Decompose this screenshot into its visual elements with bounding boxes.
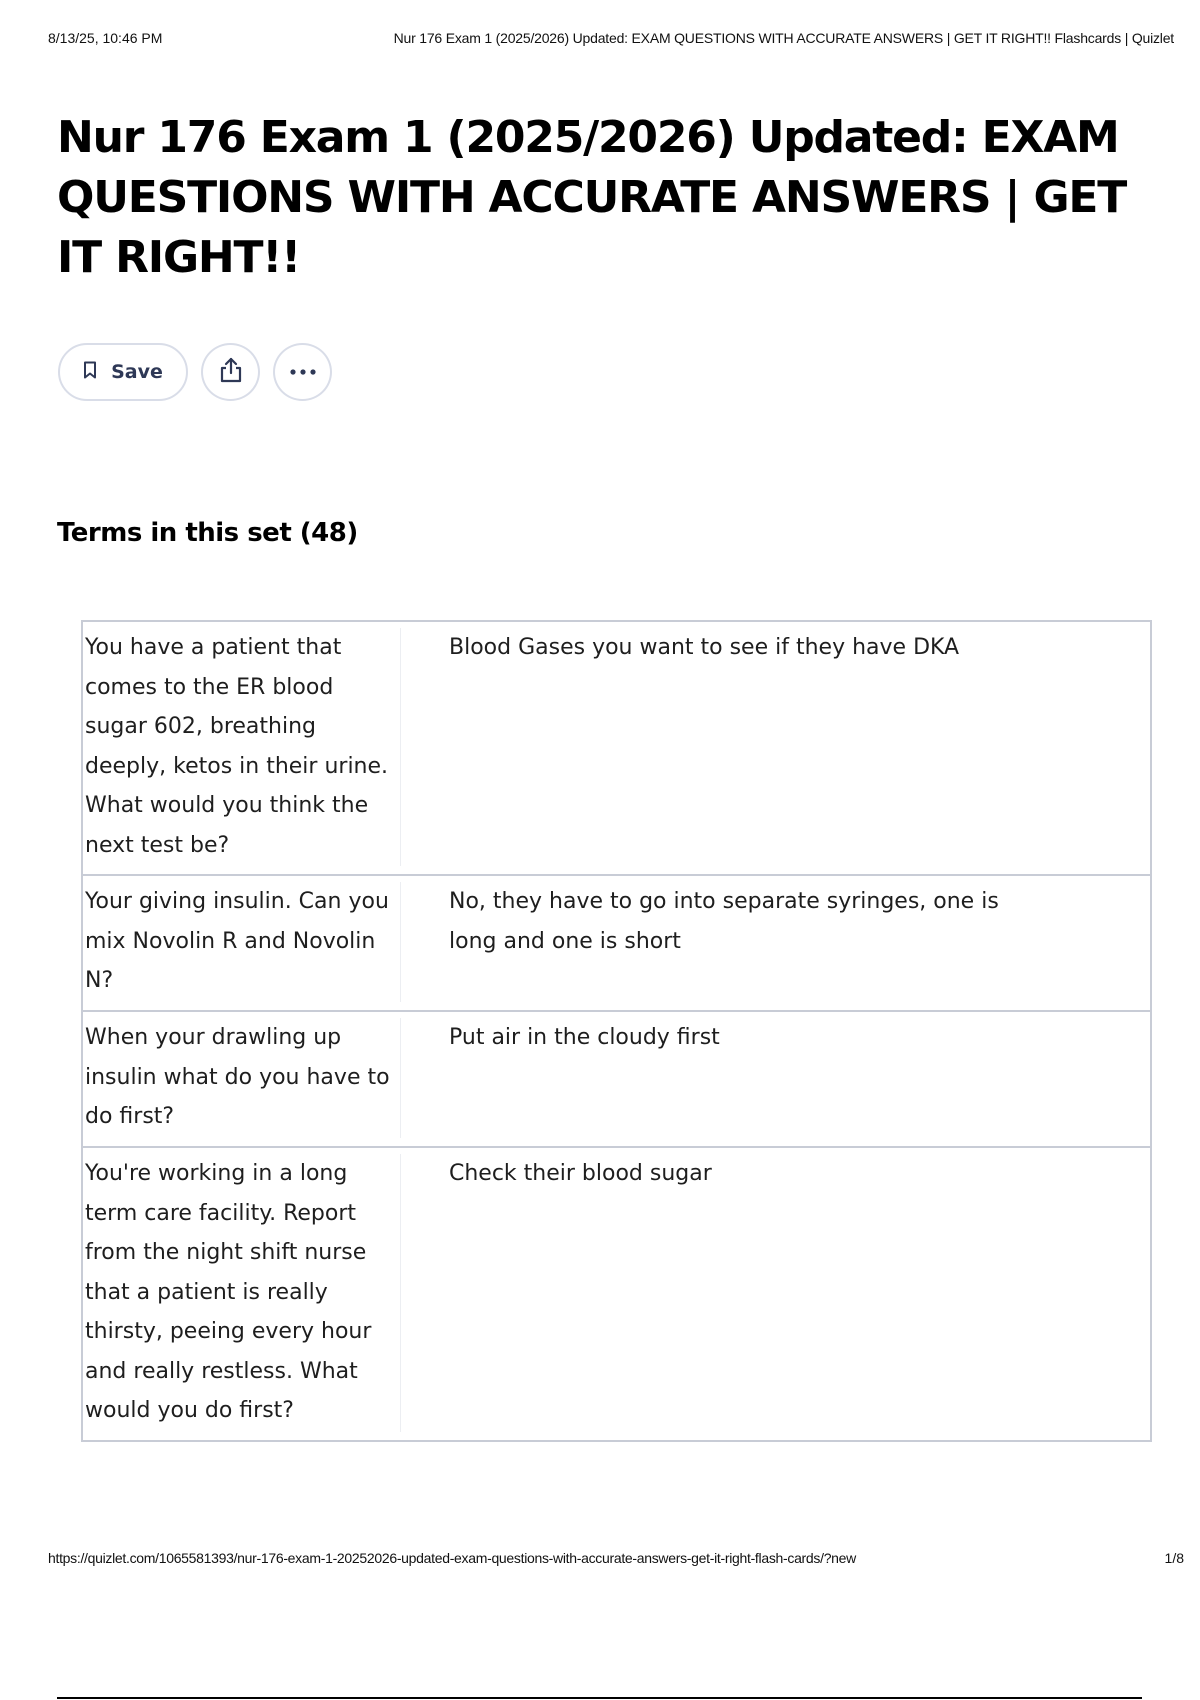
term-answer: Check their blood sugar xyxy=(449,1161,712,1186)
print-page-number: 1/8 xyxy=(1164,1550,1184,1566)
share-icon xyxy=(218,356,244,389)
print-date: 8/13/25, 10:46 PM xyxy=(48,30,163,46)
page-divider xyxy=(57,1697,1142,1699)
term-question: You have a patient that comes to the ER blood sugar 602, breathing deeply, ketos in their urine. What would you think the next test be? xyxy=(83,628,401,866)
term-row xyxy=(83,622,1150,874)
print-header xyxy=(48,30,1174,50)
save-button[interactable] xyxy=(58,343,188,401)
terms-table xyxy=(81,620,1152,1442)
bookmark-icon xyxy=(83,361,97,384)
share-button[interactable] xyxy=(201,343,260,401)
print-footer xyxy=(48,1550,1184,1570)
term-question: Your giving insulin. Can you mix Novolin R and Novolin N? xyxy=(83,882,401,1002)
term-row xyxy=(83,874,1150,1010)
term-question: You're working in a long term care facility. Report from the night shift nurse that a patient is really thirsty, peeing every hour and really restless. What would you do first? xyxy=(83,1154,401,1432)
term-answer: Blood Gases you want to see if they have DKA xyxy=(449,635,960,660)
term-answer: Put air in the cloudy first xyxy=(449,1025,720,1050)
save-button-label: Save xyxy=(111,361,163,383)
more-options-button[interactable] xyxy=(273,343,332,401)
terms-heading: Terms in this set (48) xyxy=(57,518,358,548)
term-answer: No, they have to go into separate syringes, one is long and one is short xyxy=(449,889,999,954)
term-question: When your drawling up insulin what do you have to do first? xyxy=(83,1018,401,1138)
term-row xyxy=(83,1010,1150,1146)
print-page-title: Nur 176 Exam 1 (2025/2026) Updated: EXAM QUESTIONS WITH ACCURATE ANSWERS | GET IT RIGHT!! Flashcards | Quizlet xyxy=(393,30,1174,46)
print-url: https://quizlet.com/1065581393/nur-176-exam-1-20252026-updated-exam-questions-with-accurate-answers-get-it-right-flash-cards/?new xyxy=(48,1550,856,1566)
page-title: Nur 176 Exam 1 (2025/2026) Updated: EXAM QUESTIONS WITH ACCURATE ANSWERS | GET IT RIGHT!! xyxy=(57,112,1127,283)
more-horizontal-icon xyxy=(289,363,317,381)
term-row xyxy=(83,1146,1150,1440)
